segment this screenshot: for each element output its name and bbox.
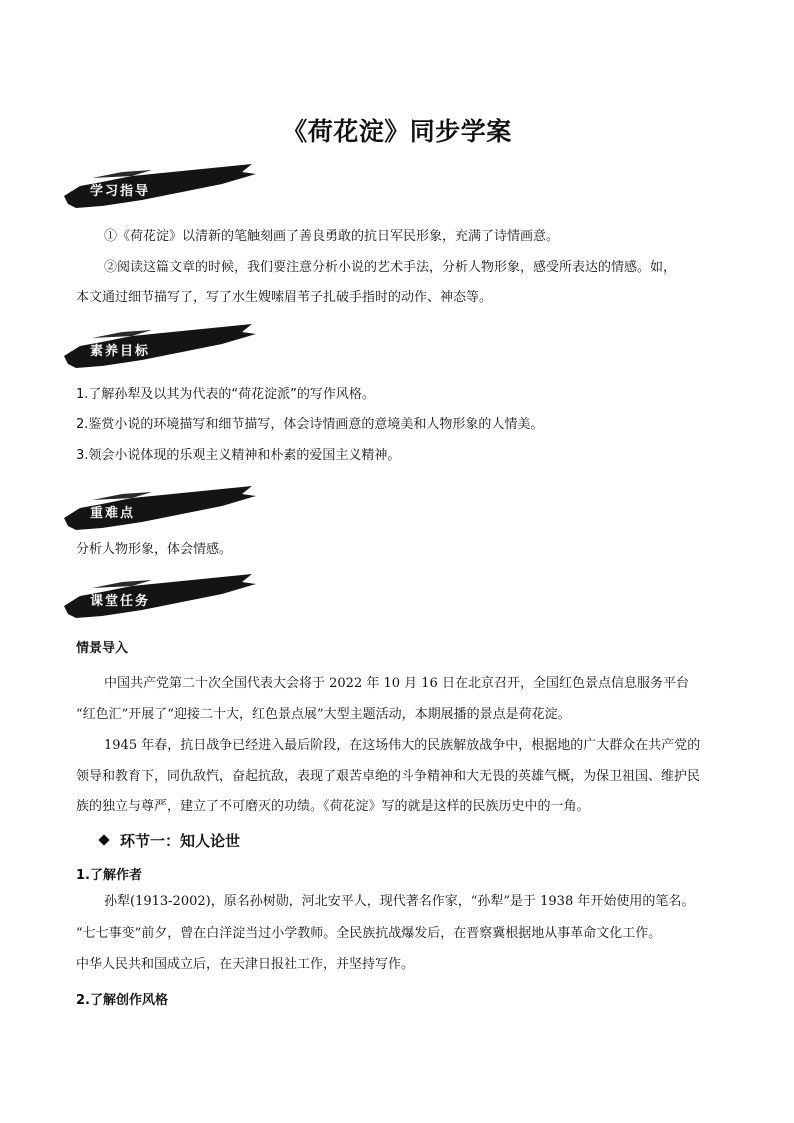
key-point-text: 分析人物形象，体会情感。 [76, 542, 233, 557]
guide-line-3: 本文通过细节描写了，写了水生嫂嗦眉苇子扎破手指时的动作、神态等。 [76, 290, 493, 305]
page-title: 《荷花淀》同步学案 [282, 117, 512, 146]
intro-heading: 情景导入 [76, 641, 129, 656]
guide-line-2: ②阅读这篇文章的时候，我们要注意分析小说的艺术手法，分析人物形象，感受所表达的情感。如， [104, 260, 677, 275]
section-label-guide: 学习指导 [90, 184, 151, 199]
intro-line-4: 领导和教育下，同仇敌忾，奋起抗敌，表现了艰苦卓绝的斗争精神和大无畏的英雄气概，为保卫祖国、维护民 [76, 769, 701, 784]
author-line-2: “七七事变”前夕，曾在白洋淀当过小学教师。全民族抗战爆发后，在晋察冀根据地从事革命文化工作。 [76, 926, 662, 941]
subheading-author: 1.了解作者 [76, 868, 142, 883]
section-banner-process [62, 572, 258, 620]
section-banner-goals [62, 322, 258, 370]
guide-line-1: ①《荷花淀》以清新的笔触刻画了善良勇敢的抗日军民形象，充满了诗情画意。 [104, 229, 560, 244]
section-label-process: 课堂任务 [90, 594, 151, 609]
section-banner-key [62, 484, 258, 532]
subheading-style: 2.了解创作风格 [76, 993, 168, 1008]
author-line-3: 中华人民共和国成立后，在天津日报社工作，并坚持写作。 [76, 957, 415, 972]
goal-item-1: 1.了解孙犁及以其为代表的“荷花淀派”的写作风格。 [76, 387, 375, 402]
section-banner-guide [62, 162, 258, 210]
intro-line-2: “红色汇”开展了“迎接二十大，红色景点展”大型主题活动，本期展播的景点是荷花淀。 [76, 707, 571, 722]
section-label-key: 重难点 [90, 506, 136, 521]
section-label-goals: 素养目标 [90, 344, 151, 359]
intro-line-5: 族的独立与尊严，建立了不可磨灭的功绩。《荷花淀》写的就是这样的民族历史中的一角。 [76, 799, 590, 814]
step-one-title: 环节一：知人论世 [120, 832, 241, 850]
author-line-1: 孙犁(1913-2002)，原名孙树勋，河北安平人，现代著名作家，“孙犁”是于 1938 年开始使用的笔名。 [104, 894, 695, 909]
intro-line-1: 中国共产党第二十次全国代表大会将于 2022 年 10 月 16 日在北京召开，全国红色景点信息服务平台 [104, 676, 689, 691]
intro-line-3: 1945 年春，抗日战争已经进入最后阶段，在这场伟大的民族解放战争中，根据地的广大群众在共产党的 [104, 738, 701, 753]
step-one-heading [100, 830, 240, 851]
goal-item-3: 3.领会小说体现的乐观主义精神和朴素的爱国主义精神。 [76, 448, 401, 463]
diamond-bullet-icon [98, 834, 109, 845]
goal-item-2: 2.鉴赏小说的环境描写和细节描写，体会诗情画意的意境美和人物形象的人情美。 [76, 417, 544, 432]
